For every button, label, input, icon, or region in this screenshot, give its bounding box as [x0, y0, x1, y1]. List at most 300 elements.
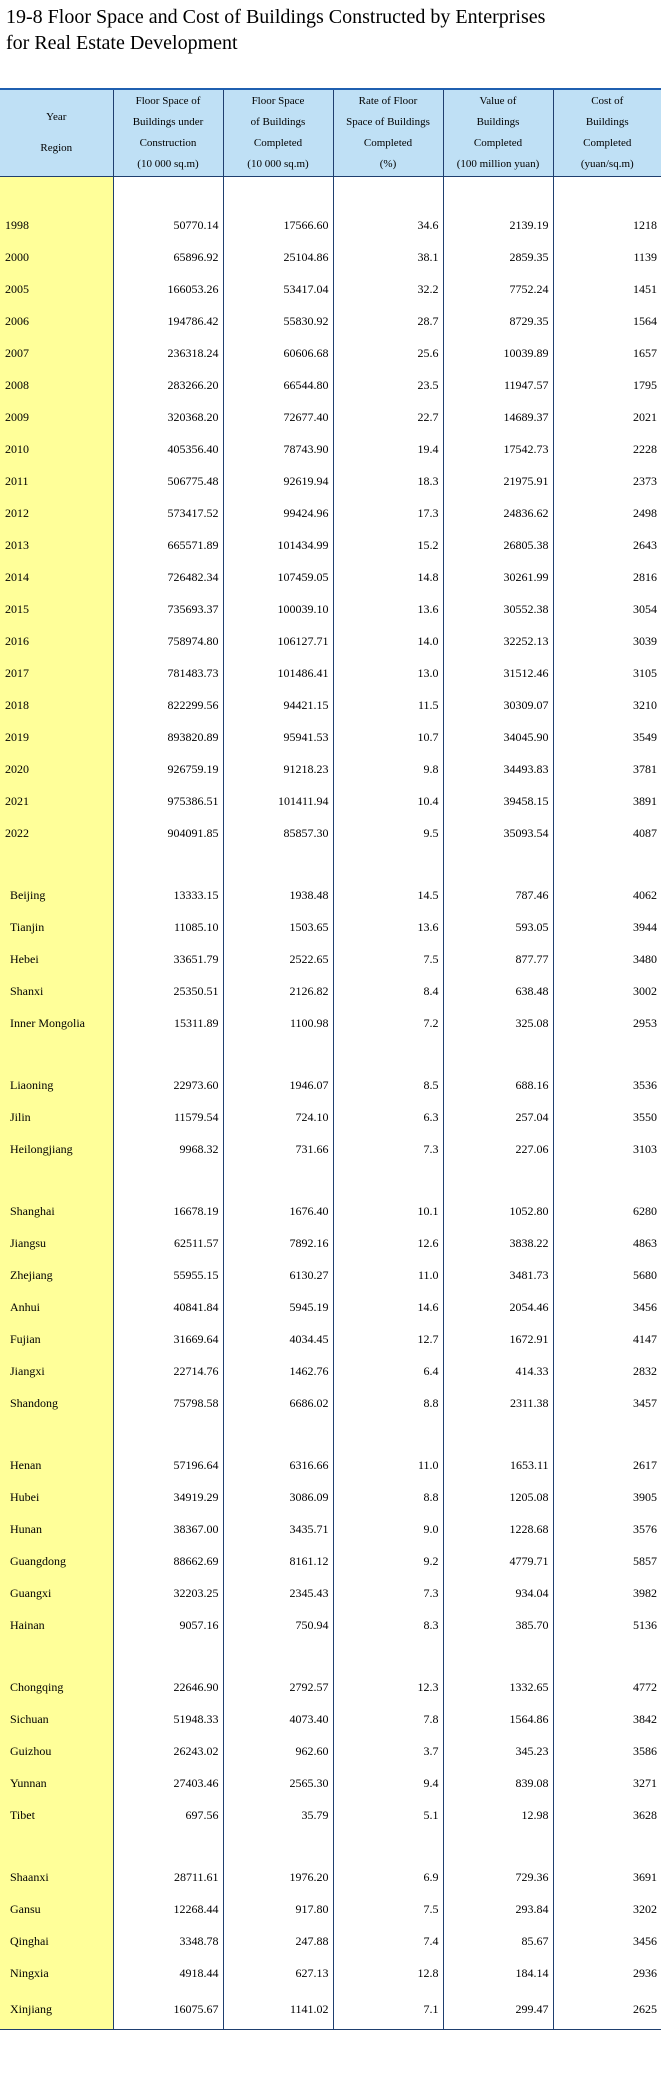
floor-under-construction-cell: 38367.00 [113, 1513, 223, 1545]
region-label: Hunan [0, 1513, 113, 1545]
region-row [0, 1545, 661, 1577]
spacer-row [0, 1831, 661, 1861]
value-completed-cell: 877.77 [443, 943, 553, 975]
cost-completed-cell: 5136 [553, 1609, 661, 1641]
floor-under-construction-cell: 735693.37 [113, 593, 223, 625]
spacer-cell [553, 1419, 661, 1449]
floor-under-construction-cell: 166053.26 [113, 273, 223, 305]
header-text: of Buildings [250, 116, 306, 128]
cost-completed-cell: 4863 [553, 1227, 661, 1259]
floor-under-construction-cell: 320368.20 [113, 401, 223, 433]
year-row [0, 593, 661, 625]
region-row [0, 1799, 661, 1831]
region-label: Guangdong [0, 1545, 113, 1577]
region-row [0, 1893, 661, 1925]
year-row [0, 689, 661, 721]
floor-completed-cell: 2126.82 [223, 975, 333, 1007]
rate-completed-cell: 6.9 [333, 1861, 443, 1893]
region-row [0, 1101, 661, 1133]
value-completed-cell: 24836.62 [443, 497, 553, 529]
cost-completed-cell: 3202 [553, 1893, 661, 1925]
floor-under-construction-cell: 12268.44 [113, 1893, 223, 1925]
rate-completed-cell: 15.2 [333, 529, 443, 561]
floor-completed-cell: 35.79 [223, 1799, 333, 1831]
region-row [0, 1577, 661, 1609]
year-label: 2020 [0, 753, 113, 785]
floor-completed-cell: 1462.76 [223, 1355, 333, 1387]
floor-completed-cell: 6130.27 [223, 1259, 333, 1291]
floor-under-construction-cell: 11085.10 [113, 911, 223, 943]
floor-space-table [0, 88, 661, 2030]
rate-completed-cell: 7.8 [333, 1703, 443, 1735]
rate-completed-cell: 34.6 [333, 209, 443, 241]
floor-completed-cell: 750.94 [223, 1609, 333, 1641]
value-completed-cell: 2139.19 [443, 209, 553, 241]
value-completed-cell: 1672.91 [443, 1323, 553, 1355]
region-label: Ningxia [0, 1957, 113, 1989]
floor-completed-cell: 99424.96 [223, 497, 333, 529]
region-row [0, 975, 661, 1007]
value-completed-cell: 1332.65 [443, 1671, 553, 1703]
spacer-cell [223, 1419, 333, 1449]
region-row [0, 1387, 661, 1419]
cost-completed-cell: 4062 [553, 879, 661, 911]
spacer-cell [0, 849, 113, 879]
value-completed-cell: 17542.73 [443, 433, 553, 465]
floor-completed-cell: 78743.90 [223, 433, 333, 465]
rate-completed-cell: 12.8 [333, 1957, 443, 1989]
floor-under-construction-cell: 32203.25 [113, 1577, 223, 1609]
floor-completed-cell: 1141.02 [223, 1989, 333, 2030]
region-label: Guizhou [0, 1735, 113, 1767]
region-row [0, 1957, 661, 1989]
floor-completed-cell: 95941.53 [223, 721, 333, 753]
header-text: Completed [253, 137, 303, 149]
rate-completed-cell: 7.1 [333, 1989, 443, 2030]
floor-completed-cell: 724.10 [223, 1101, 333, 1133]
region-label: Sichuan [0, 1703, 113, 1735]
floor-completed-cell: 1676.40 [223, 1195, 333, 1227]
spacer-cell [443, 1641, 553, 1671]
header-text: Construction [139, 137, 197, 149]
rate-completed-cell: 7.3 [333, 1577, 443, 1609]
cost-completed-cell: 5680 [553, 1259, 661, 1291]
spacer-cell [113, 849, 223, 879]
region-label: Xinjiang [0, 1989, 113, 2030]
year-label: 2011 [0, 465, 113, 497]
floor-completed-cell: 2565.30 [223, 1767, 333, 1799]
cost-completed-cell: 4147 [553, 1323, 661, 1355]
region-row [0, 1703, 661, 1735]
spacer-cell [223, 849, 333, 879]
rate-completed-cell: 25.6 [333, 337, 443, 369]
region-label: Fujian [0, 1323, 113, 1355]
year-row [0, 721, 661, 753]
year-label: 2014 [0, 561, 113, 593]
header-unit: (yuan/sq.m) [580, 158, 634, 170]
spacer-cell [223, 177, 333, 210]
header-text: Value of [479, 95, 517, 107]
floor-under-construction-cell: 975386.51 [113, 785, 223, 817]
cost-completed-cell: 2953 [553, 1007, 661, 1039]
spacer-cell [113, 1641, 223, 1671]
year-row [0, 241, 661, 273]
header-text: Completed [583, 137, 632, 149]
spacer-row [0, 1419, 661, 1449]
region-row [0, 1767, 661, 1799]
region-label: Henan [0, 1449, 113, 1481]
value-completed-cell: 325.08 [443, 1007, 553, 1039]
header-year-label: Year [46, 111, 67, 123]
floor-completed-cell: 6686.02 [223, 1387, 333, 1419]
header-floor-under-construction [113, 90, 223, 177]
value-completed-cell: 85.67 [443, 1925, 553, 1957]
rate-completed-cell: 9.4 [333, 1767, 443, 1799]
region-row [0, 1925, 661, 1957]
floor-under-construction-cell: 4918.44 [113, 1957, 223, 1989]
cost-completed-cell: 3905 [553, 1481, 661, 1513]
rate-completed-cell: 13.0 [333, 657, 443, 689]
year-row [0, 497, 661, 529]
floor-completed-cell: 17566.60 [223, 209, 333, 241]
floor-completed-cell: 2345.43 [223, 1577, 333, 1609]
floor-under-construction-cell: 283266.20 [113, 369, 223, 401]
header-rate-completed [333, 90, 443, 177]
region-label: Anhui [0, 1291, 113, 1323]
floor-completed-cell: 962.60 [223, 1735, 333, 1767]
floor-under-construction-cell: 22646.90 [113, 1671, 223, 1703]
rate-completed-cell: 11.0 [333, 1449, 443, 1481]
spacer-cell [553, 1641, 661, 1671]
floor-under-construction-cell: 16678.19 [113, 1195, 223, 1227]
value-completed-cell: 1564.86 [443, 1703, 553, 1735]
cost-completed-cell: 2625 [553, 1989, 661, 2030]
region-label: Tibet [0, 1799, 113, 1831]
floor-under-construction-cell: 31669.64 [113, 1323, 223, 1355]
cost-completed-cell: 1657 [553, 337, 661, 369]
spacer-row [0, 1641, 661, 1671]
rate-completed-cell: 28.7 [333, 305, 443, 337]
year-row [0, 817, 661, 849]
year-row [0, 209, 661, 241]
region-label: Heilongjiang [0, 1133, 113, 1165]
floor-under-construction-cell: 3348.78 [113, 1925, 223, 1957]
cost-completed-cell: 3210 [553, 689, 661, 721]
year-label: 2018 [0, 689, 113, 721]
value-completed-cell: 2859.35 [443, 241, 553, 273]
region-row [0, 1007, 661, 1039]
header-text: Buildings [585, 116, 629, 128]
year-label: 2012 [0, 497, 113, 529]
rate-completed-cell: 6.4 [333, 1355, 443, 1387]
year-row [0, 657, 661, 689]
floor-completed-cell: 2522.65 [223, 943, 333, 975]
floor-completed-cell: 2792.57 [223, 1671, 333, 1703]
floor-completed-cell: 101411.94 [223, 785, 333, 817]
value-completed-cell: 31512.46 [443, 657, 553, 689]
region-label: Inner Mongolia [0, 1007, 113, 1039]
rate-completed-cell: 11.5 [333, 689, 443, 721]
value-completed-cell: 32252.13 [443, 625, 553, 657]
floor-under-construction-cell: 62511.57 [113, 1227, 223, 1259]
cost-completed-cell: 2936 [553, 1957, 661, 1989]
year-row [0, 305, 661, 337]
floor-under-construction-cell: 75798.58 [113, 1387, 223, 1419]
floor-under-construction-cell: 506775.48 [113, 465, 223, 497]
floor-under-construction-cell: 822299.56 [113, 689, 223, 721]
rate-completed-cell: 14.6 [333, 1291, 443, 1323]
floor-completed-cell: 60606.68 [223, 337, 333, 369]
region-label: Jilin [0, 1101, 113, 1133]
region-label: Hebei [0, 943, 113, 975]
floor-under-construction-cell: 22973.60 [113, 1069, 223, 1101]
region-label: Hubei [0, 1481, 113, 1513]
floor-under-construction-cell: 9968.32 [113, 1133, 223, 1165]
spacer-cell [443, 1419, 553, 1449]
floor-under-construction-cell: 11579.54 [113, 1101, 223, 1133]
region-row [0, 1227, 661, 1259]
spacer-cell [443, 849, 553, 879]
header-text: Completed [363, 137, 413, 149]
spacer-row [0, 1165, 661, 1195]
cost-completed-cell: 3550 [553, 1101, 661, 1133]
floor-completed-cell: 247.88 [223, 1925, 333, 1957]
year-row [0, 369, 661, 401]
spacer-cell [0, 1165, 113, 1195]
cost-completed-cell: 3891 [553, 785, 661, 817]
spacer-cell [333, 177, 443, 210]
region-label: Hainan [0, 1609, 113, 1641]
value-completed-cell: 3481.73 [443, 1259, 553, 1291]
floor-completed-cell: 3086.09 [223, 1481, 333, 1513]
floor-completed-cell: 731.66 [223, 1133, 333, 1165]
rate-completed-cell: 14.8 [333, 561, 443, 593]
rate-completed-cell: 17.3 [333, 497, 443, 529]
floor-under-construction-cell: 50770.14 [113, 209, 223, 241]
rate-completed-cell: 23.5 [333, 369, 443, 401]
spacer-cell [553, 1831, 661, 1861]
spacer-cell [223, 1641, 333, 1671]
floor-completed-cell: 53417.04 [223, 273, 333, 305]
floor-completed-cell: 106127.71 [223, 625, 333, 657]
region-row [0, 1481, 661, 1513]
cost-completed-cell: 3480 [553, 943, 661, 975]
header-text: Space of Buildings [346, 116, 430, 128]
year-row [0, 273, 661, 305]
year-row [0, 561, 661, 593]
floor-under-construction-cell: 13333.15 [113, 879, 223, 911]
cost-completed-cell: 3105 [553, 657, 661, 689]
floor-under-construction-cell: 57196.64 [113, 1449, 223, 1481]
cost-completed-cell: 3691 [553, 1861, 661, 1893]
cost-completed-cell: 1451 [553, 273, 661, 305]
header-text: Cost of [591, 95, 624, 107]
spacer-row [0, 1039, 661, 1069]
region-row [0, 1735, 661, 1767]
spacer-row [0, 177, 661, 210]
year-row [0, 529, 661, 561]
region-row [0, 1355, 661, 1387]
cost-completed-cell: 3536 [553, 1069, 661, 1101]
rate-completed-cell: 7.2 [333, 1007, 443, 1039]
table-header [0, 89, 661, 177]
region-row [0, 1861, 661, 1893]
cost-completed-cell: 3781 [553, 753, 661, 785]
spacer-cell [0, 1039, 113, 1069]
cost-completed-cell: 2643 [553, 529, 661, 561]
year-label: 2017 [0, 657, 113, 689]
value-completed-cell: 729.36 [443, 1861, 553, 1893]
cost-completed-cell: 2228 [553, 433, 661, 465]
cost-completed-cell: 3628 [553, 1799, 661, 1831]
value-completed-cell: 8729.35 [443, 305, 553, 337]
rate-completed-cell: 8.4 [333, 975, 443, 1007]
floor-under-construction-cell: 40841.84 [113, 1291, 223, 1323]
rate-completed-cell: 7.5 [333, 943, 443, 975]
rate-completed-cell: 9.2 [333, 1545, 443, 1577]
rate-completed-cell: 12.3 [333, 1671, 443, 1703]
region-label: Shandong [0, 1387, 113, 1419]
floor-under-construction-cell: 88662.69 [113, 1545, 223, 1577]
floor-under-construction-cell: 65896.92 [113, 241, 223, 273]
floor-under-construction-cell: 15311.89 [113, 1007, 223, 1039]
year-label: 2013 [0, 529, 113, 561]
year-label: 2016 [0, 625, 113, 657]
floor-under-construction-cell: 33651.79 [113, 943, 223, 975]
spacer-row [0, 849, 661, 879]
title-line-1: 19-8 Floor Space and Cost of Buildings Constructed by Enterprises [6, 6, 546, 28]
year-label: 2009 [0, 401, 113, 433]
floor-under-construction-cell: 16075.67 [113, 1989, 223, 2030]
spacer-cell [333, 1419, 443, 1449]
region-label: Zhejiang [0, 1259, 113, 1291]
cost-completed-cell: 3944 [553, 911, 661, 943]
header-unit: (100 million yuan) [456, 158, 540, 170]
floor-under-construction-cell: 25350.51 [113, 975, 223, 1007]
floor-completed-cell: 4073.40 [223, 1703, 333, 1735]
spacer-cell [333, 1165, 443, 1195]
year-row [0, 625, 661, 657]
rate-completed-cell: 7.5 [333, 1893, 443, 1925]
region-label: Jiangsu [0, 1227, 113, 1259]
region-row [0, 1323, 661, 1355]
rate-completed-cell: 6.3 [333, 1101, 443, 1133]
spacer-cell [553, 177, 661, 210]
floor-under-construction-cell: 9057.16 [113, 1609, 223, 1641]
cost-completed-cell: 2373 [553, 465, 661, 497]
floor-under-construction-cell: 893820.89 [113, 721, 223, 753]
spacer-cell [113, 1831, 223, 1861]
cost-completed-cell: 3103 [553, 1133, 661, 1165]
year-label: 2005 [0, 273, 113, 305]
value-completed-cell: 1228.68 [443, 1513, 553, 1545]
rate-completed-cell: 9.0 [333, 1513, 443, 1545]
value-completed-cell: 839.08 [443, 1767, 553, 1799]
value-completed-cell: 385.70 [443, 1609, 553, 1641]
region-label: Gansu [0, 1893, 113, 1925]
table-body [0, 177, 661, 2030]
spacer-cell [0, 1641, 113, 1671]
cost-completed-cell: 3456 [553, 1925, 661, 1957]
floor-completed-cell: 92619.94 [223, 465, 333, 497]
floor-completed-cell: 4034.45 [223, 1323, 333, 1355]
floor-under-construction-cell: 55955.15 [113, 1259, 223, 1291]
floor-completed-cell: 6316.66 [223, 1449, 333, 1481]
value-completed-cell: 184.14 [443, 1957, 553, 1989]
header-value-completed [443, 90, 553, 177]
value-completed-cell: 3838.22 [443, 1227, 553, 1259]
floor-completed-cell: 94421.15 [223, 689, 333, 721]
cost-completed-cell: 3456 [553, 1291, 661, 1323]
spacer-cell [443, 1039, 553, 1069]
year-label: 2007 [0, 337, 113, 369]
cost-completed-cell: 5857 [553, 1545, 661, 1577]
region-row [0, 1609, 661, 1641]
rate-completed-cell: 38.1 [333, 241, 443, 273]
value-completed-cell: 12.98 [443, 1799, 553, 1831]
header-text: Buildings [476, 116, 520, 128]
year-label: 2010 [0, 433, 113, 465]
year-label: 2000 [0, 241, 113, 273]
year-row [0, 401, 661, 433]
rate-completed-cell: 14.0 [333, 625, 443, 657]
floor-completed-cell: 1946.07 [223, 1069, 333, 1101]
region-row [0, 1133, 661, 1165]
value-completed-cell: 21975.91 [443, 465, 553, 497]
floor-completed-cell: 101486.41 [223, 657, 333, 689]
value-completed-cell: 934.04 [443, 1577, 553, 1609]
rate-completed-cell: 22.7 [333, 401, 443, 433]
cost-completed-cell: 1795 [553, 369, 661, 401]
cost-completed-cell: 1218 [553, 209, 661, 241]
cost-completed-cell: 1564 [553, 305, 661, 337]
header-floor-completed [223, 90, 333, 177]
region-row [0, 879, 661, 911]
floor-completed-cell: 85857.30 [223, 817, 333, 849]
floor-under-construction-cell: 236318.24 [113, 337, 223, 369]
year-label: 2022 [0, 817, 113, 849]
rate-completed-cell: 13.6 [333, 911, 443, 943]
floor-completed-cell: 1503.65 [223, 911, 333, 943]
value-completed-cell: 257.04 [443, 1101, 553, 1133]
rate-completed-cell: 10.4 [333, 785, 443, 817]
floor-completed-cell: 5945.19 [223, 1291, 333, 1323]
header-year-region [0, 90, 113, 177]
spacer-cell [443, 1831, 553, 1861]
floor-completed-cell: 8161.12 [223, 1545, 333, 1577]
spacer-cell [333, 1641, 443, 1671]
floor-completed-cell: 72677.40 [223, 401, 333, 433]
rate-completed-cell: 8.3 [333, 1609, 443, 1641]
cost-completed-cell: 4772 [553, 1671, 661, 1703]
spacer-cell [553, 849, 661, 879]
value-completed-cell: 30261.99 [443, 561, 553, 593]
cost-completed-cell: 2816 [553, 561, 661, 593]
spacer-cell [113, 1419, 223, 1449]
value-completed-cell: 1052.80 [443, 1195, 553, 1227]
cost-completed-cell: 3271 [553, 1767, 661, 1799]
value-completed-cell: 10039.89 [443, 337, 553, 369]
value-completed-cell: 35093.54 [443, 817, 553, 849]
floor-under-construction-cell: 405356.40 [113, 433, 223, 465]
header-text: Completed [473, 137, 523, 149]
rate-completed-cell: 3.7 [333, 1735, 443, 1767]
region-label: Chongqing [0, 1671, 113, 1703]
spacer-cell [113, 1039, 223, 1069]
data-table-container [0, 88, 661, 2083]
value-completed-cell: 4779.71 [443, 1545, 553, 1577]
floor-completed-cell: 100039.10 [223, 593, 333, 625]
